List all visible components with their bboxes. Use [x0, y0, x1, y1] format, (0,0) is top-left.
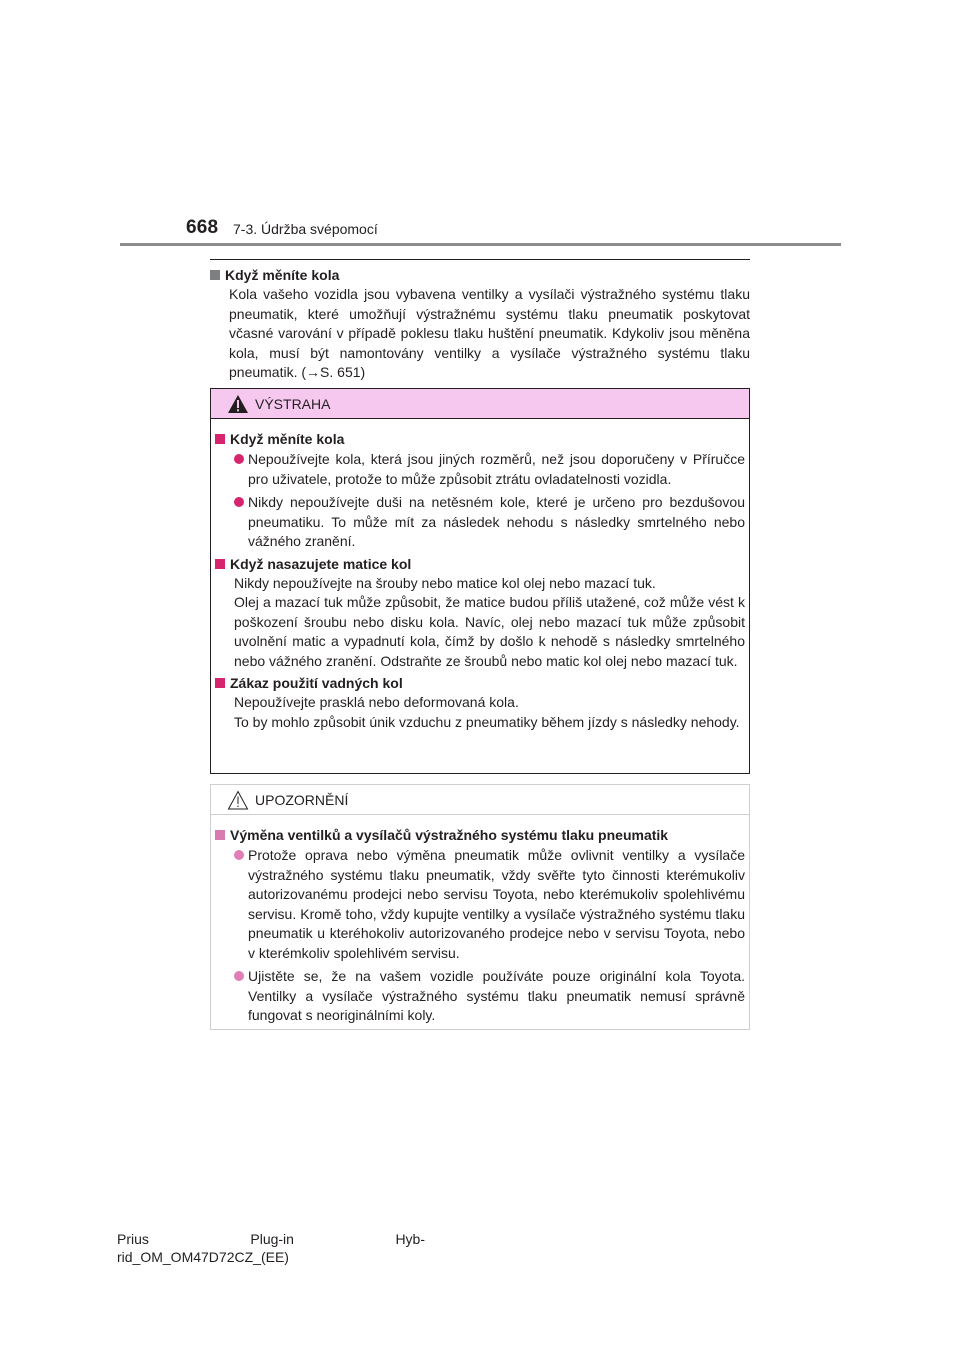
warning-text: Nepoužívejte prasklá nebo deformovaná kola. — [234, 694, 519, 710]
footer-line-1 — [117, 1230, 425, 1248]
section-title: 7-3. Údržba svépomocí — [233, 221, 378, 237]
intro-section — [210, 266, 750, 383]
footer-word: Hyb- — [395, 1231, 425, 1247]
warning-label: VÝSTRAHA — [255, 396, 331, 412]
warning-heading-row — [215, 555, 745, 574]
round-bullet-icon — [234, 454, 244, 464]
square-bullet-icon — [210, 270, 220, 280]
warning-heading-row — [215, 674, 745, 693]
notice-body — [215, 826, 745, 1026]
notice-label: UPOZORNĚNÍ — [255, 792, 349, 808]
round-bullet-icon — [234, 971, 244, 981]
warning-bullet — [234, 493, 745, 552]
warning-heading-row — [215, 430, 745, 449]
warning-text: Olej a mazací tuk může způsobit, že matice budou příliš utažené, což může vést k poškození šroubu nebo disku kola. Navíc, olej nebo mazací tuk může způsobit uvolnění matic a vypadnutí kola, čímž by došlo k nehodě s následky smrtelného nebo vážného zranění. Odstraňte ze šroubů nebo matic kol olej nebo mazací tuk. — [234, 594, 745, 669]
footer-line-2: rid_OM_OM47D72CZ_(EE) — [117, 1249, 289, 1265]
round-bullet-icon — [234, 850, 244, 860]
footer — [117, 1230, 425, 1266]
section-rule — [210, 259, 750, 260]
warning-bullet-text: Nikdy nepoužívejte duši na netěsném kole, které je určeno pro bezdušovou pneumatiku. To může mít za následek nehodu s následky smrtelného nebo vážného zranění. — [248, 494, 745, 549]
square-bullet-icon — [215, 830, 225, 840]
intro-heading: Když měníte kola — [225, 267, 340, 283]
warning-bullet-text: Nepoužívejte kola, která jsou jiných rozměrů, než jsou doporučeny v Příručce pro uživatele, protože to může způsobit ztrátu ovladatelnosti vozidla. — [248, 451, 745, 487]
header-rule — [120, 243, 841, 246]
caution-triangle-outline-icon — [227, 790, 249, 815]
warning-text: To by mohlo způsobit únik vzduchu z pneumatiky během jízdy s následky nehody. — [234, 713, 740, 730]
warning-heading: Když měníte kola — [230, 431, 345, 447]
square-bullet-icon — [215, 678, 225, 688]
warning-header — [211, 389, 749, 419]
notice-heading-row — [215, 826, 745, 845]
warning-heading: Když nasazujete matice kol — [230, 555, 412, 572]
notice-box — [210, 784, 750, 1030]
footer-word: Prius — [117, 1231, 149, 1247]
intro-text: Kola vašeho vozidla jsou vybavena ventilky a vysílači výstražného systému tlaku pneumatik, které umožňují výstražnému systému tlaku pneumatik poskytovat včasné varování v případě poklesu tlaku huštění pneumatik. Kdykoliv jsou měněna kola, musí být namontovány ventilky a vysílače výstražného systému tlaku pneumatik. (→S. 651) — [229, 286, 750, 380]
notice-bullet-text: Protože oprava nebo výměna pneumatik může ovlivnit ventilky a vysílače výstražného systému tlaku pneumatik, vždy svěřte tyto činnosti kterémukoliv autorizovanému prodejci nebo servisu Toyota, nebo kterémukoliv spolehlivému servisu. Kromě toho, vždy kupujte ventilky a vysílače výstražného systému tlaku pneumatik u kteréhokoliv autorizovaného prodejce nebo v servisu Toyota, nebo v kterémkoliv spolehlivém servisu. — [248, 847, 745, 961]
notice-heading: Výměna ventilků a vysílačů výstražného systému tlaku pneumatik — [230, 827, 669, 843]
footer-word: Plug-in — [250, 1231, 294, 1247]
notice-bullet — [234, 846, 745, 963]
warning-box — [210, 388, 750, 774]
square-bullet-icon — [215, 434, 225, 444]
warning-bullet — [234, 450, 745, 489]
notice-bullet-text: Ujistěte se, že na vašem vozidle používáte pouze originální kola Toyota. Ventilky a vysílače výstražného systému tlaku pneumatik nemusí správně fungovat s neoriginálními koly. — [248, 968, 745, 1023]
page-number: 668 — [186, 217, 219, 238]
round-bullet-icon — [234, 497, 244, 507]
square-bullet-icon — [215, 559, 225, 569]
warning-body — [215, 430, 745, 732]
notice-bullet — [234, 967, 745, 1026]
warning-heading: Zákaz použití vadných kol — [230, 675, 403, 691]
warning-text: Nikdy nepoužívejte na šrouby nebo matice kol olej nebo mazací tuk. — [234, 574, 656, 591]
intro-heading-row — [210, 266, 750, 285]
warning-triangle-icon — [227, 394, 249, 419]
notice-header — [211, 785, 749, 815]
